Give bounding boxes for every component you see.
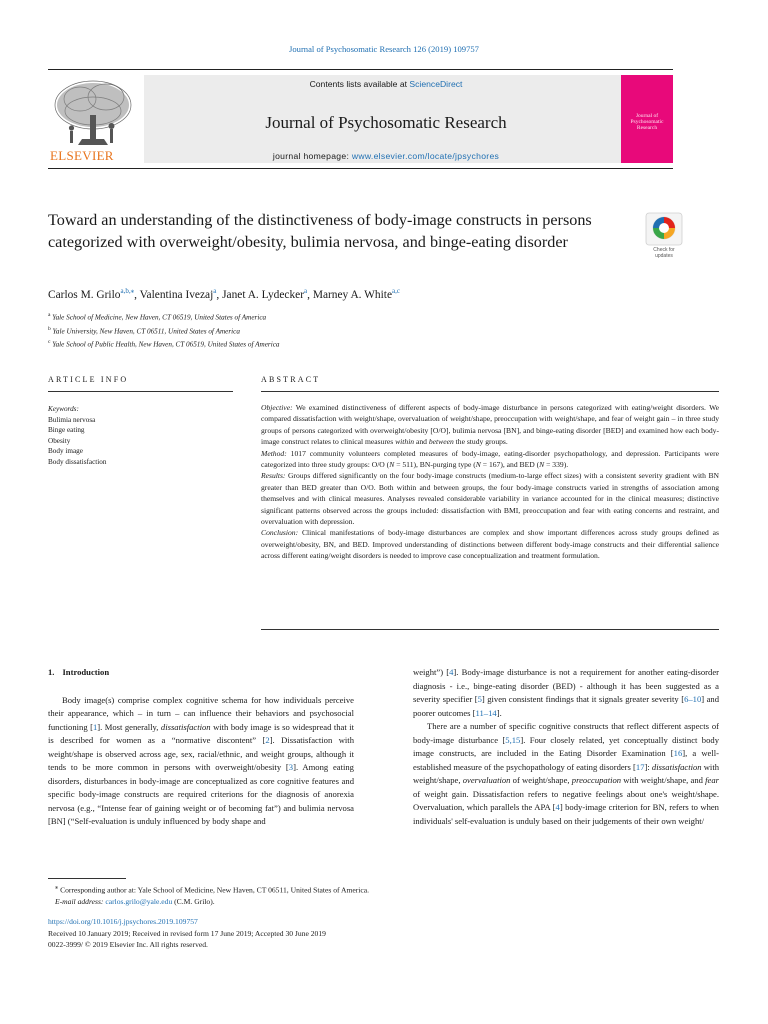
author-separator: , xyxy=(134,288,140,301)
reference-link[interactable]: 5 xyxy=(477,694,482,704)
masthead-top-rule xyxy=(48,69,673,70)
keyword-item: Bulimia nervosa xyxy=(48,415,96,424)
footnote-rule xyxy=(48,878,126,879)
footnotes xyxy=(48,882,688,908)
author-separator: , xyxy=(216,288,223,301)
reference-link[interactable]: 11–14 xyxy=(475,707,497,718)
keyword-item: Body dissatisfaction xyxy=(48,457,107,466)
reference-link[interactable]: 2 xyxy=(265,735,270,745)
homepage-prefix: journal homepage: xyxy=(272,151,352,161)
journal-name: Journal of Psychosomatic Research xyxy=(265,113,507,132)
masthead-bottom-rule xyxy=(48,168,673,169)
author-affiliation-marks[interactable]: a xyxy=(304,287,308,295)
received-dates: Received 10 January 2019; Received in revised form 17 June 2019; Accepted 30 June 2019 xyxy=(48,928,326,938)
journal-citation-link[interactable]: Journal of Psychosomatic Research 126 (2019) 109757 xyxy=(289,44,479,54)
author-affiliation-marks[interactable]: a,c xyxy=(392,287,400,295)
abstract-body xyxy=(261,402,719,562)
keyword-item: Body image xyxy=(48,447,83,455)
intro-paragraph: weight”) [4]. Body-image disturbance is not a requirement for another eating-disorder diagnosis - i.e., binge-eating disorder (BED) - although it has been suggested as a severity specifier [5] given consistent findings that it signals greater severity [6–10] and poorer outcomes [11–14]. xyxy=(413,667,720,718)
reference-link[interactable]: 3 xyxy=(288,762,294,772)
journal-cover-thumbnail[interactable] xyxy=(621,75,673,163)
keywords-label: Keywords: xyxy=(48,405,79,413)
check-for-updates-button[interactable] xyxy=(645,212,683,258)
article-info-heading: ARTICLE INFO xyxy=(48,375,129,384)
abstract-heading: ABSTRACT xyxy=(261,375,321,384)
contents-line xyxy=(144,79,628,89)
keywords-block xyxy=(48,404,228,467)
journal-masthead xyxy=(48,69,673,169)
copyright-line: 0022-3999/ © 2019 Elsevier Inc. All rights reserved. xyxy=(48,940,208,949)
article-info-rule xyxy=(48,391,233,392)
author-affiliation-marks[interactable]: a,b,⁎ xyxy=(120,287,135,295)
author-name[interactable]: Valentina Ivezaj xyxy=(139,288,214,301)
journal-homepage-link[interactable]: www.elsevier.com/locate/jpsychores xyxy=(351,151,500,161)
doi-link[interactable]: https://doi.org/10.1016/j.jpsychores.2019.109757 xyxy=(48,917,198,926)
author-affiliation-marks[interactable]: a xyxy=(213,287,217,295)
cover-title: Journal of Psychosomatic Research xyxy=(630,113,664,131)
contents-prefix: Contents lists available at xyxy=(309,79,410,89)
abstract-objective: Objective: We examined distinctiveness of different aspects of body-image disturbance in persons categorized with eating/weight disorders. We compared dissatisfaction with weight/shape, overvaluation of weight/shape, preoccupation with weight/shape, and fear of weight gain – in three study groups of persons categorized with overweight/obesity [O/O], bulimia nervosa [BN], and binge-eating disorder [BED] and examined how each body-image construct relates to clinical measures within and between the study groups. xyxy=(261,403,719,447)
sciencedirect-link[interactable]: ScienceDirect xyxy=(409,79,463,89)
author-separator: , xyxy=(307,288,313,301)
author-name[interactable]: Janet A. Lydecker xyxy=(222,288,304,301)
article-metadata xyxy=(48,916,688,951)
abstract-rule xyxy=(261,391,719,392)
email-note: E-mail address: carlos.grilo@yale.edu (C.M. Grilo). xyxy=(55,897,215,907)
masthead-center-panel xyxy=(144,75,628,163)
author-email-link[interactable]: carlos.grilo@yale.edu xyxy=(105,897,173,907)
reference-link[interactable]: 1 xyxy=(92,721,98,732)
affiliation-list xyxy=(48,310,688,351)
reference-link[interactable]: 4 xyxy=(555,802,560,812)
article-title: Toward an understanding of the distinctiveness of body-image constructs in persons categorized with overweight/obesity, bulimia nervosa, and binge-eating disorder xyxy=(48,211,592,251)
keyword-item: Obesity xyxy=(48,436,71,445)
reference-link[interactable]: 4 xyxy=(449,667,454,677)
publisher-logo-text: ELSEVIER xyxy=(50,148,114,163)
intro-paragraph: There are a number of specific cognitive constructs that reflect different aspects of body-image disturbance [5,15]. Four closely related, yet conceptually distinct body image constructs, are included in the Eating Disorder Examination [16], a well-established measure of the psychopathology of eating disorders [17]: dissatisfaction with weight/shape, overvaluation of weight/shape, preoccupation with weight/shape, and fear of weight gain. Dissatisfaction refers to negative feelings about one's weight/shape. Overvaluation, which parallels the APA [4] body-image criterion for BN, refers to when individuals' self-evaluation is unduly based on their judgements of their own weight/ xyxy=(413,721,720,826)
author-name[interactable]: Marney A. White xyxy=(312,288,393,301)
reference-link[interactable]: 6–10 xyxy=(684,694,702,704)
reference-link[interactable]: 5,15 xyxy=(505,734,521,745)
body-column-left xyxy=(48,666,354,829)
keyword-item: Binge eating xyxy=(48,426,85,434)
affiliation-item: $^c$ Yale School of Public Health, New Haven, CT 06519, United States of America xyxy=(48,339,280,349)
intro-paragraph: Body image(s) comprise complex cognitive schema for how individuals perceive their appearance, which – in turn – can influence their behaviors and psychosocial functioning [1]. Most generally, dissatisfaction with body image is so widespread that it is described for women as a “normative discontent” [2]. Dissatisfaction with weight/shape is observed across age, sex, racial/ethnic, and weight groups, although it tends to be more common in persons with overweight/obesity [3]. Among eating disorders, disturbances in body-image are conceptualized as core cognitive features and specific body-image constructs are required criterions for the diagnosis of anorexia nervosa (e.g., “Intense fear of gaining weight or of becoming fat”) and bulimia nervosa [BN] (“Self-evaluation is unduly influenced by body shape and xyxy=(48,694,354,826)
author-list xyxy=(48,287,688,301)
author-name[interactable]: Carlos M. Grilo xyxy=(48,288,121,301)
crossmark-icon xyxy=(645,212,683,246)
abstract-results: Results: Groups differed significantly on the four body-image constructs (medium-to-large effect sizes) with a consistent severity gradient with BN greater than BED greater than O/O. Both within and between groups, the four body-image constructs varied in strengths of association among themselves and with clinical measures. Analyses revealed considerable variability in variance accounted for in the clinical measures; distinctive significant patterns observed across the groups included: dissatisfaction with BMI, preoccupation and fear with eating concerns and restraint, and overvaluation with depression. xyxy=(261,471,719,527)
body-column-right xyxy=(413,666,719,828)
abstract-method: Method: 1017 community volunteers completed measures of body-image, eating-disorder psychopathology, and depression. Participants were categorized into three study groups: O/O (N = 511), BN-purging type (N = 167), and BED (N = 339). xyxy=(261,448,719,470)
reference-link[interactable]: 17 xyxy=(635,761,645,772)
reference-link[interactable]: 16 xyxy=(673,748,683,758)
affiliation-item: $^b$ Yale University, New Haven, CT 06511, United States of America xyxy=(48,325,240,336)
abstract-conclusion: Conclusion: Clinical manifestations of body-image disturbances are complex and show important differences across study groups defined as overweight/obesity, BN, and BED. Improved understanding of distinctions between different body-image constructs and their differential salience across different eating/weight disorders is needed to improve case conceptualization and treatment formulation. xyxy=(261,528,719,561)
abstract-bottom-rule xyxy=(261,629,719,630)
crossmark-label: Check for updates xyxy=(653,247,675,259)
section-heading-introduction: 1. Introduction xyxy=(48,667,110,677)
affiliation-item: $^a$ Yale School of Medicine, New Haven, CT 06519, United States of America xyxy=(48,312,267,322)
homepage-line xyxy=(144,151,628,161)
corresponding-author-note: ⁎ Corresponding author at: Yale School of Medicine, New Haven, CT 06511, United States of America. xyxy=(55,884,370,895)
